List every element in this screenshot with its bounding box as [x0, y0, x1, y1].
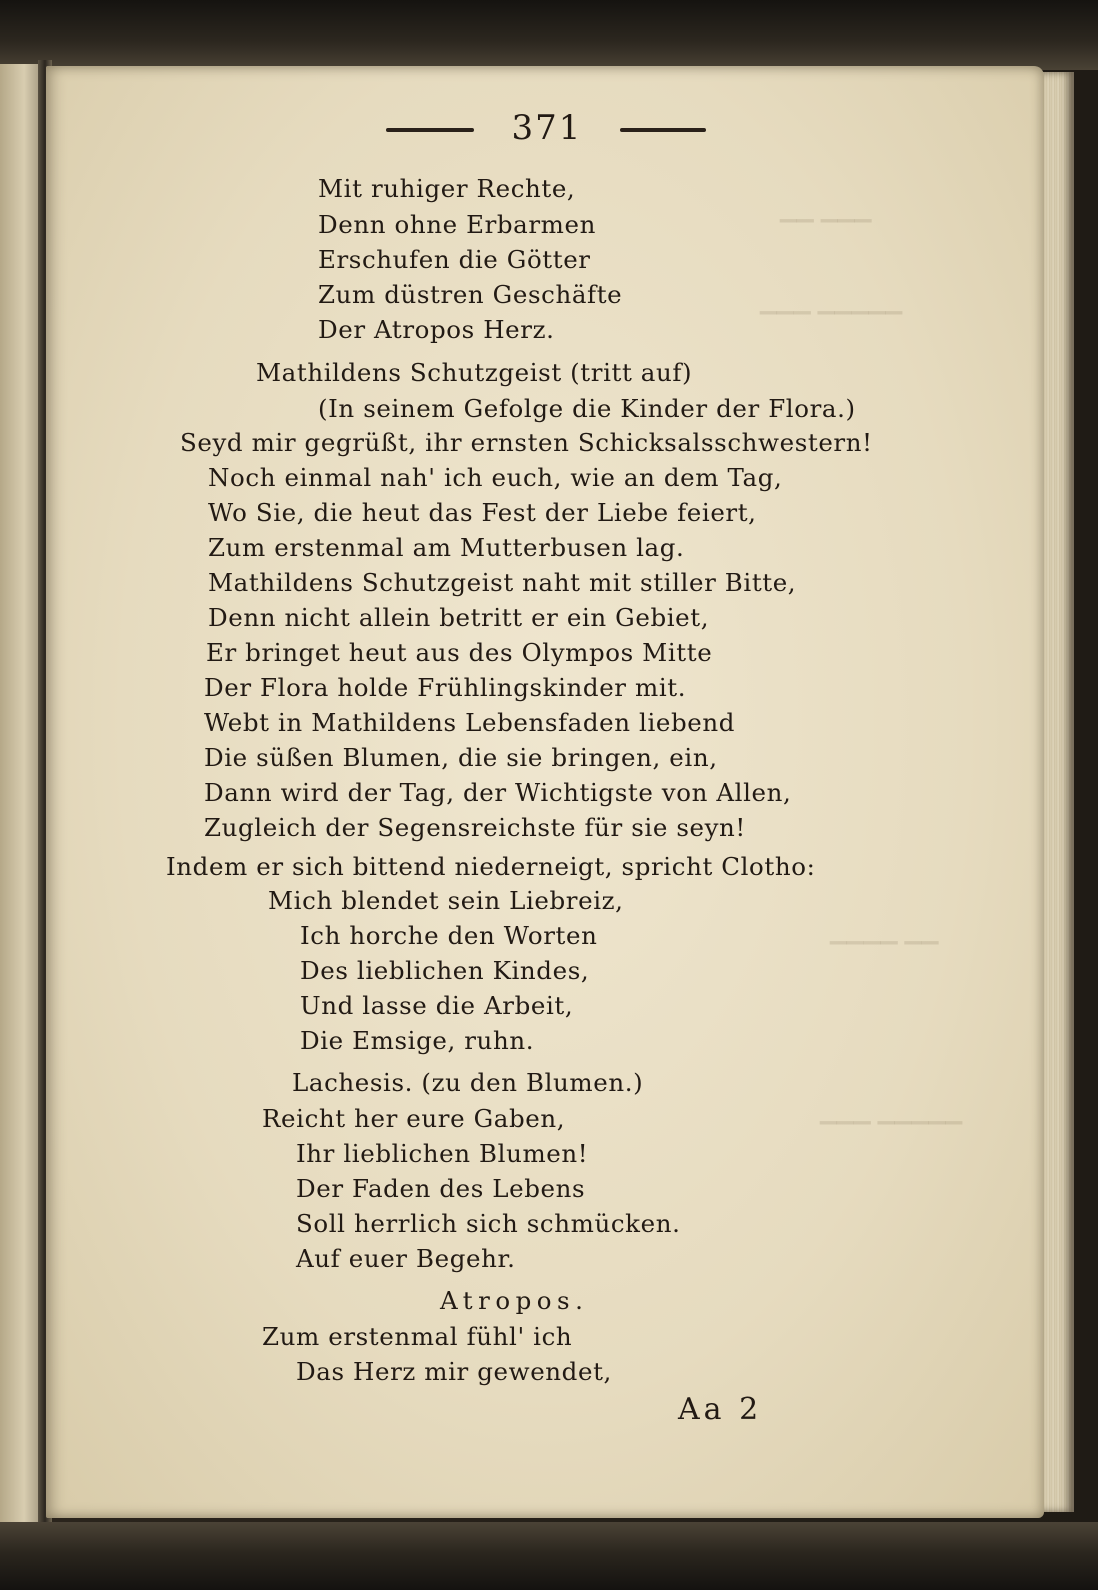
speaker-heading: Lachesis. (zu den Blumen.) — [292, 1068, 644, 1097]
verse-line: Er bringet heut aus des Olympos Mitte — [206, 638, 713, 667]
verse-line: Dann wird der Tag, der Wichtigste von Allen, — [204, 778, 792, 807]
bleed-through: ▁▁▁ ▁▁▁▁▁ — [820, 1100, 963, 1125]
verse-line: Ich horche den Worten — [300, 921, 598, 950]
speaker-heading: Atropos. — [440, 1286, 589, 1315]
verse-line: Zum düstren Geschäfte — [318, 280, 623, 309]
verse-line: Mich blendet sein Liebreiz, — [268, 886, 624, 915]
stage-direction: Indem er sich bittend niederneigt, spricht Clotho: — [166, 852, 816, 881]
verse-line: Mathildens Schutzgeist naht mit stiller Bitte, — [208, 568, 797, 597]
verse-line: Zum erstenmal fühl' ich — [262, 1322, 573, 1351]
book-cover-bottom — [0, 1522, 1098, 1590]
verse-line: Das Herz mir gewendet, — [296, 1357, 612, 1386]
verse-line: Webt in Mathildens Lebensfaden liebend — [204, 708, 736, 737]
verse-line: Denn ohne Erbarmen — [318, 210, 596, 239]
verse-line: Mit ruhiger Rechte, — [318, 174, 576, 203]
verse-line: Zum erstenmal am Mutterbusen lag. — [208, 533, 685, 562]
page-header — [380, 108, 720, 152]
verse-line: Der Faden des Lebens — [296, 1174, 586, 1203]
header-rule-right — [620, 128, 706, 132]
verse-line: Noch einmal nah' ich euch, wie an dem Tag, — [208, 463, 783, 492]
verse-line: Der Atropos Herz. — [318, 315, 555, 344]
bleed-through: ▁▁▁▁ ▁▁ — [830, 920, 939, 945]
verse-line: Erschufen die Götter — [318, 245, 591, 274]
verse-line: Seyd mir gegrüßt, ihr ernsten Schicksalsschwestern! — [180, 428, 873, 457]
verse-line: Zugleich der Segensreichste für sie seyn! — [204, 813, 746, 842]
stage-direction: (In seinem Gefolge die Kinder der Flora.) — [318, 394, 856, 423]
verse-line: Und lasse die Arbeit, — [300, 991, 574, 1020]
page-block-edges — [1040, 72, 1074, 1512]
verse-line: Denn nicht allein betritt er ein Gebiet, — [208, 603, 710, 632]
speaker-heading: Mathildens Schutzgeist (tritt auf) — [256, 358, 693, 387]
verse-line: Ihr lieblichen Blumen! — [296, 1139, 589, 1168]
verse-line: Auf euer Begehr. — [296, 1244, 516, 1273]
verse-line: Wo Sie, die heut das Fest der Liebe feiert, — [208, 498, 757, 527]
page-number: 371 — [511, 108, 583, 148]
verse-line: Reicht her eure Gaben, — [262, 1104, 566, 1133]
header-rule-left — [386, 128, 474, 132]
verse-line: Der Flora holde Frühlingskinder mit. — [204, 673, 687, 702]
printer-signature: Aa 2 — [678, 1392, 763, 1427]
bleed-through: ▁▁ ▁▁▁ — [780, 198, 872, 223]
verse-line: Die süßen Blumen, die sie bringen, ein, — [204, 743, 718, 772]
verse-line: Des lieblichen Kindes, — [300, 956, 590, 985]
verse-line: Die Emsige, ruhn. — [300, 1026, 535, 1055]
book-cover-top — [0, 0, 1098, 70]
bleed-through: ▁▁▁ ▁▁▁▁▁ — [760, 290, 903, 315]
verse-line: Soll herrlich sich schmücken. — [296, 1209, 681, 1238]
